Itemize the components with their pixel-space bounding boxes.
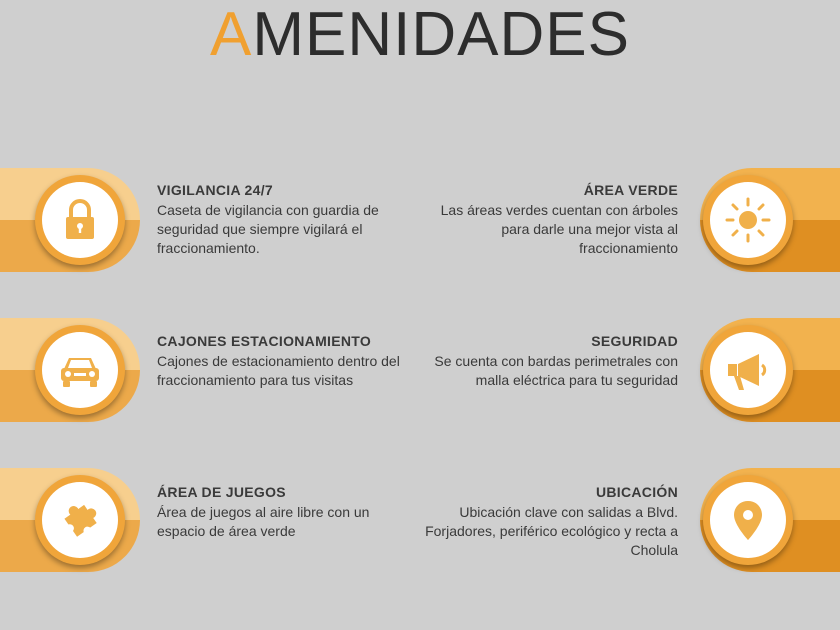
title-first-letter: A xyxy=(210,0,253,69)
lock-icon xyxy=(55,195,105,245)
medal-seguridad xyxy=(703,325,793,415)
amenity-estacionamiento xyxy=(157,333,417,390)
medal-area-verde xyxy=(703,175,793,265)
sun-icon xyxy=(723,195,773,245)
amenity-heading: SEGURIDAD xyxy=(591,333,678,349)
medal-estacionamiento xyxy=(35,325,125,415)
amenity-seguridad xyxy=(418,333,678,390)
amenity-heading: ÁREA DE JUEGOS xyxy=(157,484,286,500)
amenity-heading: UBICACIÓN xyxy=(595,484,678,500)
amenity-area-verde xyxy=(418,182,678,258)
amenity-ubicacion xyxy=(418,484,678,560)
amenity-description: Área de juegos al aire libre con un espacio de área verde xyxy=(157,504,370,539)
amenity-area-juegos xyxy=(157,484,417,541)
amenity-description: Ubicación clave con salidas a Blvd. Forjadores, periférico ecológico y recta a Cholula xyxy=(425,504,678,558)
puzzle-icon xyxy=(55,495,105,545)
amenity-description: Las áreas verdes cuentan con árboles para darle una mejor vista al fraccionamiento xyxy=(440,202,678,256)
medal-vigilancia xyxy=(35,175,125,265)
car-icon xyxy=(55,345,105,395)
amenity-description: Cajones de estacionamiento dentro del fraccionamiento para tus visitas xyxy=(157,353,400,388)
page-title xyxy=(0,0,840,70)
location-pin-icon xyxy=(723,495,773,545)
megaphone-icon xyxy=(723,345,773,395)
medal-ubicacion xyxy=(703,475,793,565)
amenity-vigilancia xyxy=(157,182,417,258)
title-rest: MENIDADES xyxy=(252,0,630,69)
amenity-heading: ÁREA VERDE xyxy=(583,182,678,198)
amenity-description: Caseta de vigilancia con guardia de seguridad que siempre vigilará el fraccionamiento. xyxy=(157,202,379,256)
medal-area-juegos xyxy=(35,475,125,565)
amenity-description: Se cuenta con bardas perimetrales con malla eléctrica para tu seguridad xyxy=(434,353,678,388)
amenity-heading: CAJONES ESTACIONAMIENTO xyxy=(157,333,372,349)
amenity-heading: VIGILANCIA 24/7 xyxy=(157,182,274,198)
